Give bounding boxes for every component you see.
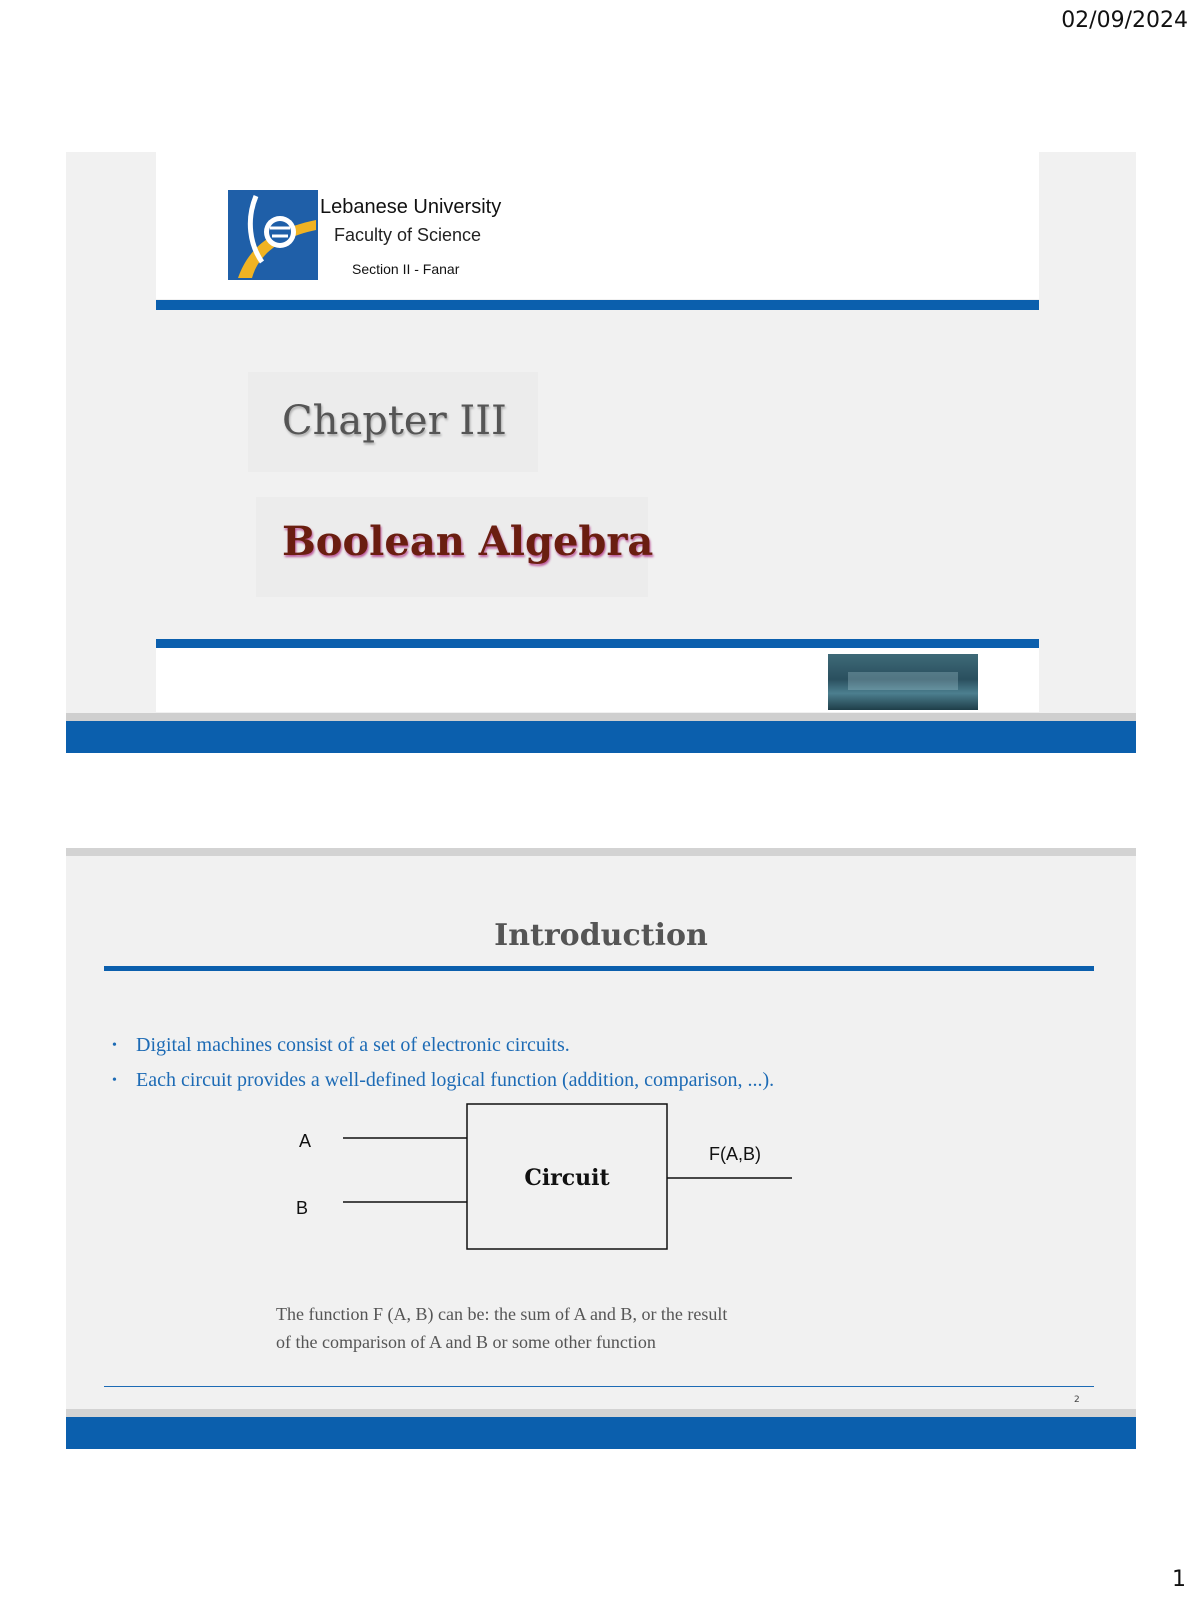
university-name: Lebanese University xyxy=(320,196,502,218)
page-number: 1 xyxy=(1172,1567,1186,1592)
chapter-label: Chapter III xyxy=(282,398,507,444)
bullet-text: Digital machines consist of a set of electronic circuits. xyxy=(136,1034,570,1056)
bullet-icon: • xyxy=(112,1073,117,1088)
grey-band xyxy=(66,713,1136,721)
introduction-slide xyxy=(66,848,1136,1449)
bullet-text: Each circuit provides a well-defined logical function (addition, comparison, ...). xyxy=(136,1069,775,1091)
circuit-label: Circuit xyxy=(524,1165,610,1191)
caption-line: of the comparison of A and B or some other function xyxy=(276,1332,656,1352)
print-date: 02/09/2024 xyxy=(1061,8,1188,33)
university-header xyxy=(156,152,1039,299)
section-name: Section II - Fanar xyxy=(352,261,460,277)
bullet-icon: • xyxy=(112,1038,117,1053)
lebanese-university-logo-icon xyxy=(228,190,318,280)
circuit-diagram xyxy=(66,848,1136,1449)
blue-band xyxy=(66,721,1136,753)
faculty-name: Faculty of Science xyxy=(334,225,482,245)
output-label: F(A,B) xyxy=(709,1144,761,1164)
grey-band xyxy=(66,1409,1136,1417)
title-slide xyxy=(66,152,1136,753)
campus-photo xyxy=(828,654,978,710)
slide-number: 2 xyxy=(1074,1395,1080,1405)
footer-divider xyxy=(104,1386,1094,1387)
input-b-label: B xyxy=(296,1198,309,1218)
slide-title: Introduction xyxy=(494,918,708,953)
blue-band xyxy=(66,1417,1136,1449)
footer-divider xyxy=(156,639,1039,648)
diagram-caption xyxy=(276,1300,727,1356)
input-a-label: A xyxy=(299,1131,312,1151)
title-slide-content xyxy=(156,152,1039,712)
caption-line: The function F (A, B) can be: the sum of A and B, or the result xyxy=(276,1304,728,1324)
slide-title: Boolean Algebra xyxy=(282,518,654,565)
header-divider xyxy=(156,300,1039,310)
